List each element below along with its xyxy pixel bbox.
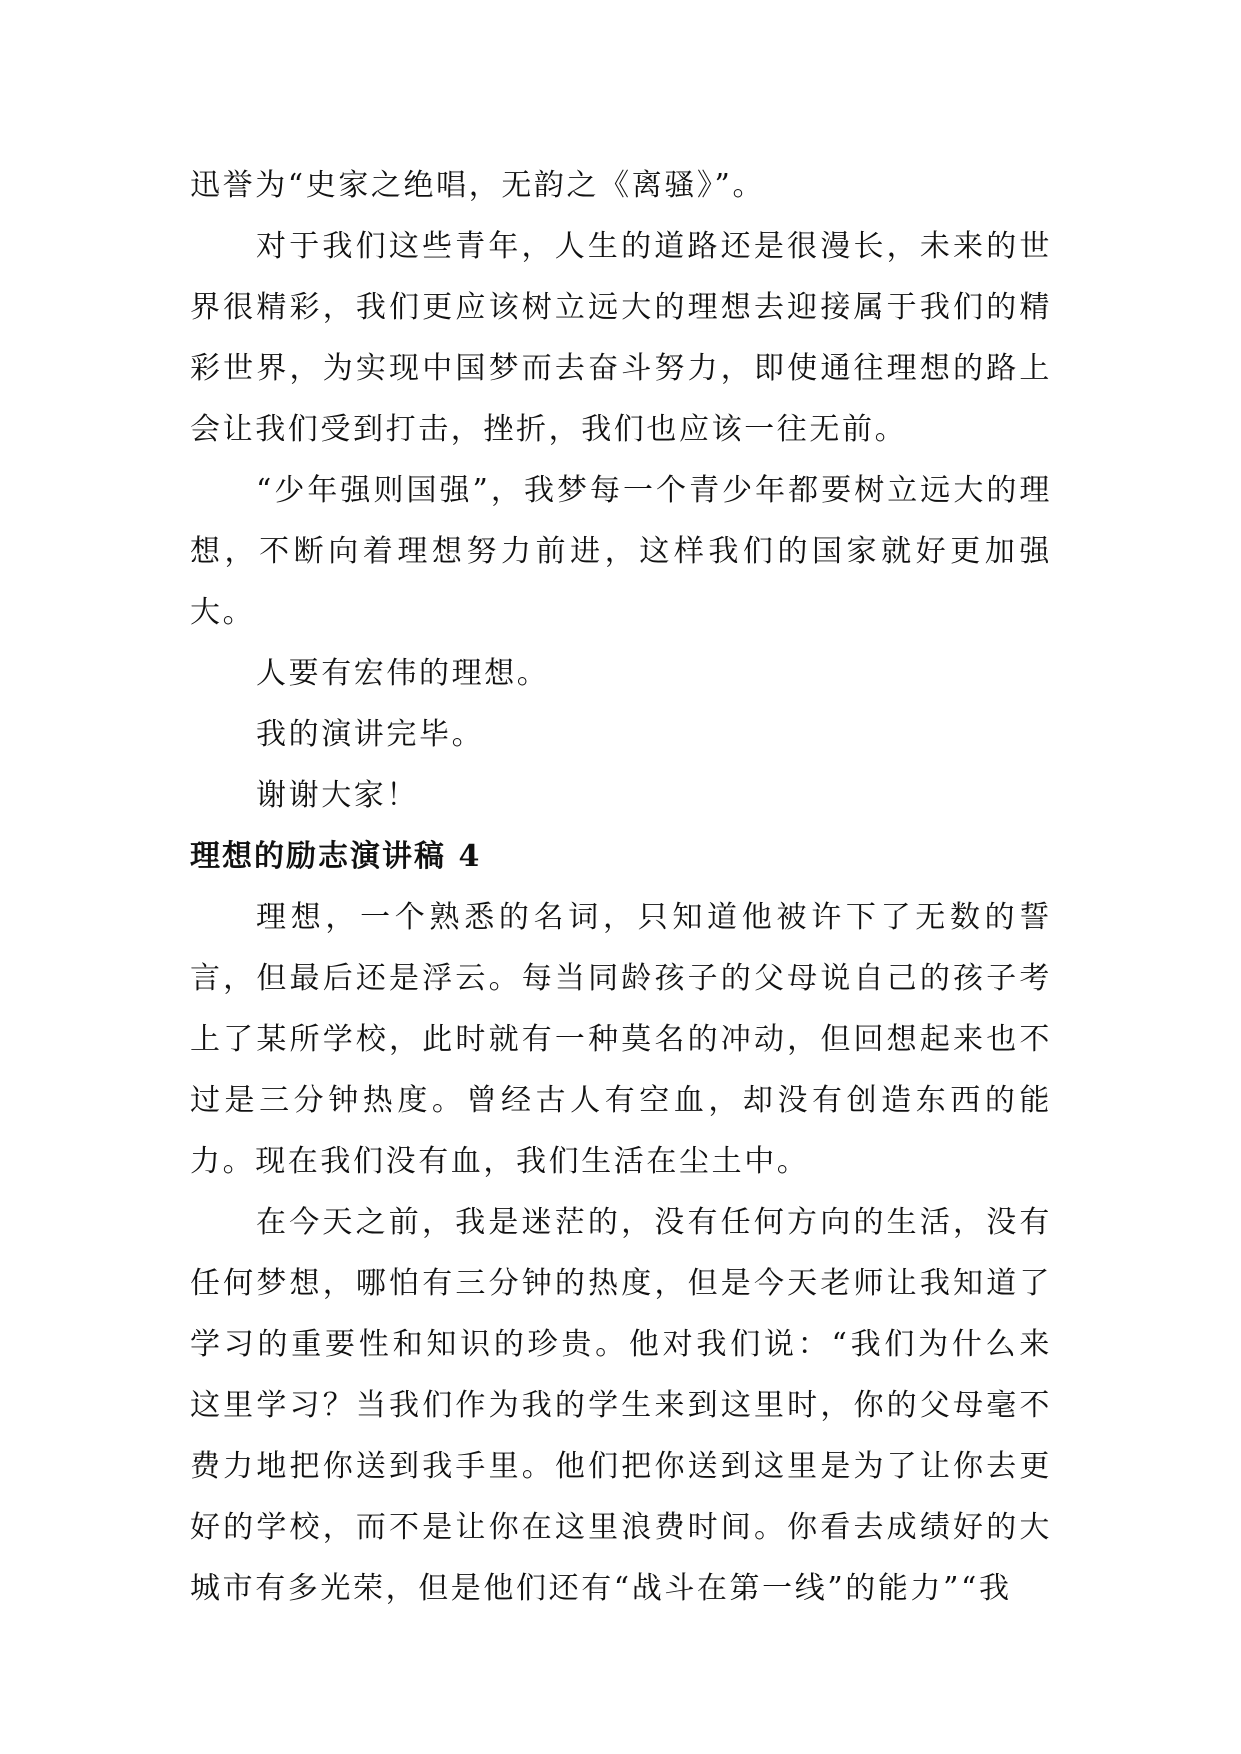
document-body [190, 155, 1052, 1619]
paragraph-thanks: 谢谢大家！ [256, 778, 419, 813]
section-heading: 理想的励志演讲稿 4 [190, 839, 482, 874]
paragraph-speech-end: 我的演讲完毕。 [256, 717, 485, 752]
paragraph-continuation: 迅誉为“史家之绝唱，无韵之《离骚》”。 [190, 168, 766, 203]
paragraph-teacher-lesson: 在今天之前，我是迷茫的，没有任何方向的生活，没有任何梦想，哪怕有三分钟的热度，但是今天老师让我知道了学习的重要性和知识的珍贵。他对我们说：“我们为什么来这里学习？当我们作为我的学生来到这里时，你的父母毫不费力地把你送到我手里。他们把你送到这里是为了让你去更好的学校，而不是让你在这里浪费时间。你看去成绩好的大城市有多光荣，但是他们还有“战斗在第一线”的能力”“我 [190, 1205, 1052, 1606]
paragraph-ideal-intro: 理想，一个熟悉的名词，只知道他被许下了无数的誓言，但最后还是浮云。每当同龄孩子的父母说自己的孩子考上了某所学校，此时就有一种莫名的冲动，但回想起来也不过是三分钟热度。曾经古人有空血，却没有创造东西的能力。现在我们没有血，我们生活在尘土中。 [190, 900, 1052, 1179]
paragraph-grand-ideal: 人要有宏伟的理想。 [256, 656, 550, 691]
paragraph-youth-path: 对于我们这些青年，人生的道路还是很漫长，未来的世界很精彩，我们更应该树立远大的理想去迎接属于我们的精彩世界，为实现中国梦而去奋斗努力，即使通往理想的路上会让我们受到打击，挫折，我们也应该一往无前。 [190, 229, 1052, 447]
paragraph-strong-youth: “少年强则国强”，我梦每一个青少年都要树立远大的理想，不断向着理想努力前进，这样我们的国家就好更加强大。 [190, 473, 1052, 630]
